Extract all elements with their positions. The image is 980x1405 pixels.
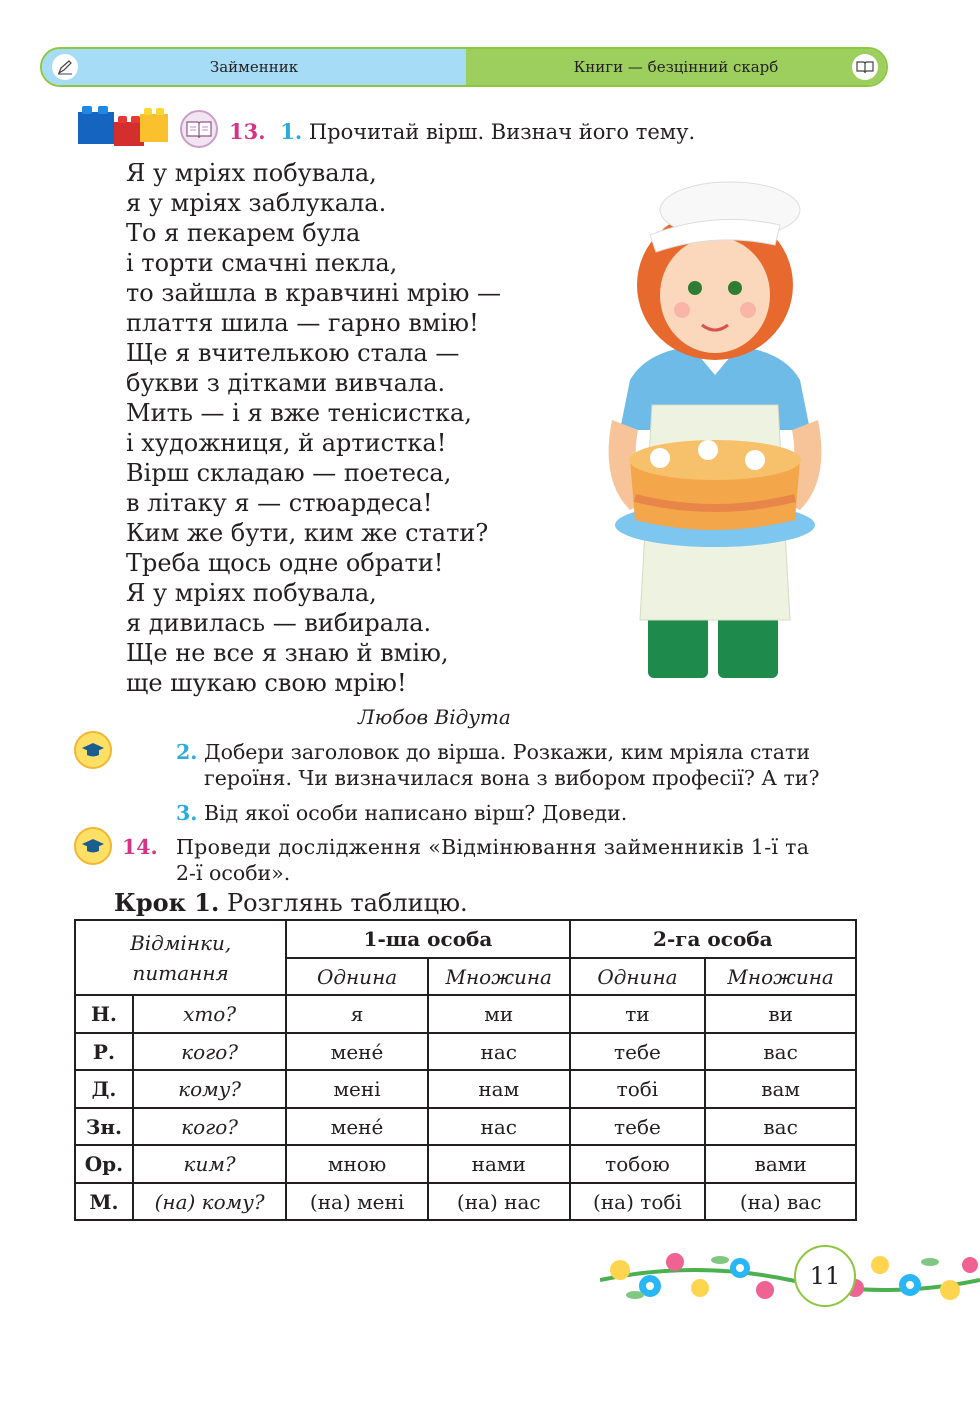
- task-14-number: [122, 834, 158, 860]
- poem-line: в літаку я — стюардеса!: [126, 489, 433, 517]
- task-13-3: [176, 800, 627, 826]
- group-header-second-person: 2-га особа: [570, 920, 856, 958]
- header-right-section: [466, 49, 886, 85]
- page-header: [40, 47, 888, 87]
- table-cell: вас: [705, 1033, 856, 1070]
- table-cell: тобі: [570, 1070, 706, 1108]
- poem-line: Треба щось одне обрати!: [126, 549, 444, 577]
- graduation-cap-icon: [74, 731, 112, 769]
- poem-line: я у мріях заблукала.: [126, 189, 387, 217]
- table-row: [75, 1070, 856, 1108]
- table-cell: нами: [428, 1145, 570, 1183]
- case-question: кого?: [133, 1108, 286, 1145]
- table-cell: мною: [286, 1145, 428, 1183]
- poem-line: і торти смачні пекла,: [126, 249, 398, 277]
- poem-line: я дивилась — вибирала.: [126, 609, 432, 637]
- flower-garland-decoration: [600, 1240, 980, 1312]
- subtask-number: 3.: [176, 801, 198, 825]
- table-header-row: [75, 920, 856, 958]
- table-cell: мене́: [286, 1033, 428, 1070]
- table-cell: (на) тобі: [570, 1183, 706, 1220]
- task-13-heading: [229, 119, 695, 145]
- task-number: 13.: [229, 119, 266, 144]
- poem-line: Я у мріях побувала,: [126, 159, 377, 187]
- header-left-title: Займенник: [209, 58, 299, 76]
- graduation-cap-icon: [74, 827, 112, 865]
- poem-line: Ще не все я знаю й вмію,: [126, 639, 449, 667]
- table-row: [75, 995, 856, 1033]
- table-cell: мені: [286, 1070, 428, 1108]
- task-text-line: Добери заголовок до вірша. Розкажи, ким мріяла стати: [203, 740, 811, 764]
- table-cell: (на) мені: [286, 1183, 428, 1220]
- table-cell: тебе: [570, 1033, 706, 1070]
- table-cell: вам: [705, 1070, 856, 1108]
- table-cell: (на) вас: [705, 1183, 856, 1220]
- table-corner-header: [75, 920, 286, 995]
- poem-line: Вірш складаю — поетеса,: [126, 459, 452, 487]
- poem-author: Любов Відута: [358, 705, 511, 729]
- group-header-first-person: 1-ша особа: [286, 920, 569, 958]
- step-text: Розглянь таблицю.: [227, 889, 468, 917]
- pronoun-declension-table: [74, 919, 857, 1221]
- poem-line: Ще я вчителькою стала —: [126, 339, 460, 367]
- poem-line: плаття шила — гарно вмію!: [126, 309, 479, 337]
- table-cell: тебе: [570, 1108, 706, 1145]
- task-text-line: Проведи дослідження «Відмінювання займенників 1-ї та: [176, 835, 810, 859]
- case-abbrev: Ор.: [75, 1145, 133, 1183]
- sub-header: Множина: [428, 958, 570, 995]
- case-question: ким?: [133, 1145, 286, 1183]
- table-cell: мене́: [286, 1108, 428, 1145]
- case-abbrev: Н.: [75, 995, 133, 1033]
- case-question: кому?: [133, 1070, 286, 1108]
- case-question: (на) кому?: [133, 1183, 286, 1220]
- table-row: [75, 1145, 856, 1183]
- table-cell: нас: [428, 1108, 570, 1145]
- pen-icon: [52, 54, 78, 80]
- reading-book-icon: [180, 110, 218, 148]
- task-text: Прочитай вірш. Визнач його тему.: [308, 120, 696, 144]
- case-question: хто?: [133, 995, 286, 1033]
- step-label: Крок 1.: [114, 888, 220, 917]
- case-abbrev: Р.: [75, 1033, 133, 1070]
- baker-girl-illustration: [590, 180, 840, 680]
- step-heading: [114, 888, 468, 917]
- table-cell: ми: [428, 995, 570, 1033]
- poem-line: Ким же бути, ким же стати?: [126, 519, 489, 547]
- table-cell: нас: [428, 1033, 570, 1070]
- table-cell: (на) нас: [428, 1183, 570, 1220]
- sub-header: Однина: [570, 958, 706, 995]
- table-cell: вас: [705, 1108, 856, 1145]
- poem-line: То я пекарем була: [126, 219, 361, 247]
- poem-line: то зайшла в кравчині мрію —: [126, 279, 501, 307]
- table-cell: я: [286, 995, 428, 1033]
- poem-line: Я у мріях побувала,: [126, 579, 377, 607]
- table-row: [75, 1108, 856, 1145]
- task-text-line: 2-ї особи».: [176, 861, 291, 885]
- task-text: Від якої особи написано вірш? Доведи.: [203, 801, 628, 825]
- task-text-line: героїня. Чи визначилася вона з вибором професії? А ти?: [204, 766, 820, 790]
- book-icon: [852, 54, 878, 80]
- page-number: 11: [794, 1245, 856, 1307]
- corner-line: Відмінки,: [130, 930, 232, 955]
- case-abbrev: Зн.: [75, 1108, 133, 1145]
- poem-line: ще шукаю свою мрію!: [126, 669, 407, 697]
- poem-line: Мить — і я вже тенісистка,: [126, 399, 472, 427]
- table-cell: ви: [705, 995, 856, 1033]
- poem-line: букви з дітками вивчала.: [126, 369, 446, 397]
- case-abbrev: Д.: [75, 1070, 133, 1108]
- table-cell: ти: [570, 995, 706, 1033]
- table-row: [75, 1183, 856, 1220]
- sub-header: Однина: [286, 958, 428, 995]
- table-cell: вами: [705, 1145, 856, 1183]
- table-row: [75, 1033, 856, 1070]
- poem: [126, 158, 501, 698]
- header-right-title: Книги — безцінний скарб: [573, 58, 779, 76]
- sub-header: Множина: [705, 958, 856, 995]
- poem-line: і художниця, й артистка!: [126, 429, 447, 457]
- subtask-number: 2.: [176, 740, 198, 764]
- subtask-number: 1.: [280, 119, 303, 144]
- corner-line: питання: [132, 960, 229, 985]
- table-cell: нам: [428, 1070, 570, 1108]
- header-left-section: [42, 49, 466, 85]
- task-number: 14.: [122, 835, 158, 859]
- task-14: [176, 834, 858, 886]
- case-abbrev: М.: [75, 1183, 133, 1220]
- task-13-2: [176, 739, 819, 791]
- lego-blocks-icon: [76, 100, 172, 148]
- case-question: кого?: [133, 1033, 286, 1070]
- table-cell: тобою: [570, 1145, 706, 1183]
